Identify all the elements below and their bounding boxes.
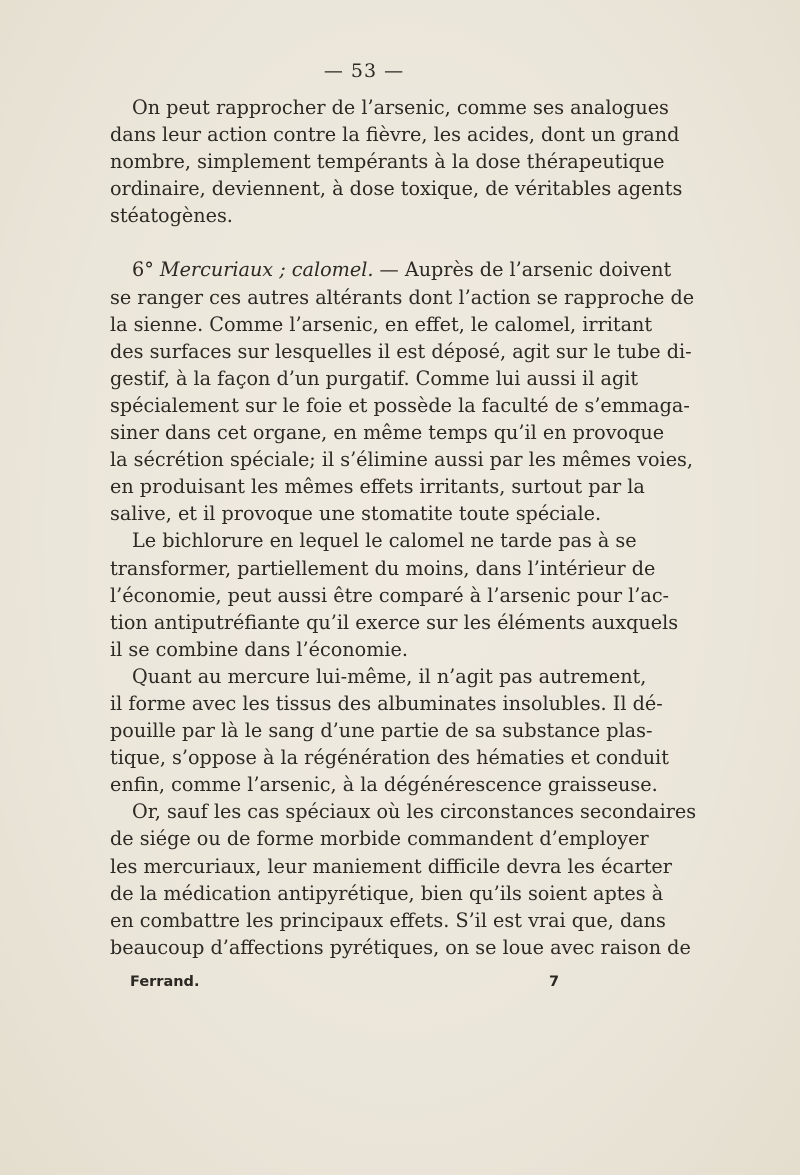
text-line: gestif, à la façon d’un purgatif. Comme lui aussi il agit	[110, 366, 639, 390]
text-line: ordinaire, deviennent, à dose toxique, de véritables agents	[110, 177, 683, 201]
text-line: Quant au mercure lui-même, il n’agit pas autrement,	[132, 664, 647, 688]
paragraph-5	[110, 798, 697, 961]
paragraph-gap	[110, 229, 615, 256]
text-line: de siége ou de forme morbide commandent d’employer	[110, 827, 649, 851]
body-text	[110, 94, 697, 961]
page-number: — 53 —	[323, 60, 405, 82]
paragraph-1	[110, 94, 683, 229]
text-line: stéatogènes.	[110, 204, 233, 228]
section-title: Mercuriaux ; calomel.	[159, 258, 374, 282]
paragraph-4	[110, 663, 669, 798]
text-line: siner dans cet organe, en même temps qu’il en provoque	[110, 421, 665, 445]
text-line: il se combine dans l’économie.	[110, 637, 409, 661]
text-line: pouille par là le sang d’une partie de sa substance plas-	[110, 719, 653, 743]
text-line: nombre, simplement tempérants à la dose thérapeutique	[110, 150, 665, 174]
text-line: se ranger ces autres altérants dont l’action se rapproche de	[110, 285, 695, 309]
text-line: Le bichlorure en lequel le calomel ne tarde pas à se	[132, 529, 637, 553]
text-line: salive, et il provoque une stomatite toute spéciale.	[110, 502, 602, 526]
text-line: l’économie, peut aussi être comparé à l’arsenic pour l’ac-	[110, 583, 670, 607]
paragraph-2	[110, 256, 695, 527]
text-line: beaucoup d’affections pyrétiques, on se loue avec raison de	[110, 935, 691, 959]
text-line: en produisant les mêmes effets irritants, surtout par la	[110, 475, 645, 499]
text-line: de la médication antipyrétique, bien qu’ils soient aptes à	[110, 881, 664, 905]
section-lead-text: — Auprès de l’arsenic doivent	[373, 258, 672, 282]
text-line: la sienne. Comme l’arsenic, en effet, le calomel, irritant	[110, 312, 653, 336]
paragraph-3	[110, 527, 679, 662]
text-line: des surfaces sur lesquelles il est déposé, agit sur le tube di-	[110, 339, 692, 363]
text-line: tique, s’oppose à la régénération des hématies et conduit	[110, 746, 669, 770]
text-line: en combattre les principaux effets. S’il est vrai que, dans	[110, 908, 666, 932]
signature-number: 7	[549, 974, 560, 990]
section-number: 6°	[132, 258, 154, 282]
section-heading-line	[110, 256, 672, 283]
text-line: les mercuriaux, leur maniement difficile devra les écarter	[110, 854, 672, 878]
text-line: il forme avec les tissus des albuminates insolubles. Il dé-	[110, 691, 663, 715]
text-line: la sécrétion spéciale; il s’élimine aussi par les mêmes voies,	[110, 448, 693, 472]
text-line: On peut rapprocher de l’arsenic, comme ses analogues	[132, 96, 669, 119]
text-line: enfin, comme l’arsenic, à la dégénérescence graisseuse.	[110, 773, 658, 797]
text-line: spécialement sur le foie et possède la faculté de s’emmaga-	[110, 393, 690, 417]
signature-mark: Ferrand.	[130, 974, 200, 990]
text-line: transformer, partiellement du moins, dans l’intérieur de	[110, 556, 656, 580]
text-line: Or, sauf les cas spéciaux où les circonstances secondaires	[132, 800, 697, 824]
text-line: dans leur action contre la fièvre, les acides, dont un grand	[110, 123, 680, 147]
text-line: tion antiputréfiante qu’il exerce sur les éléments auxquels	[110, 610, 679, 634]
